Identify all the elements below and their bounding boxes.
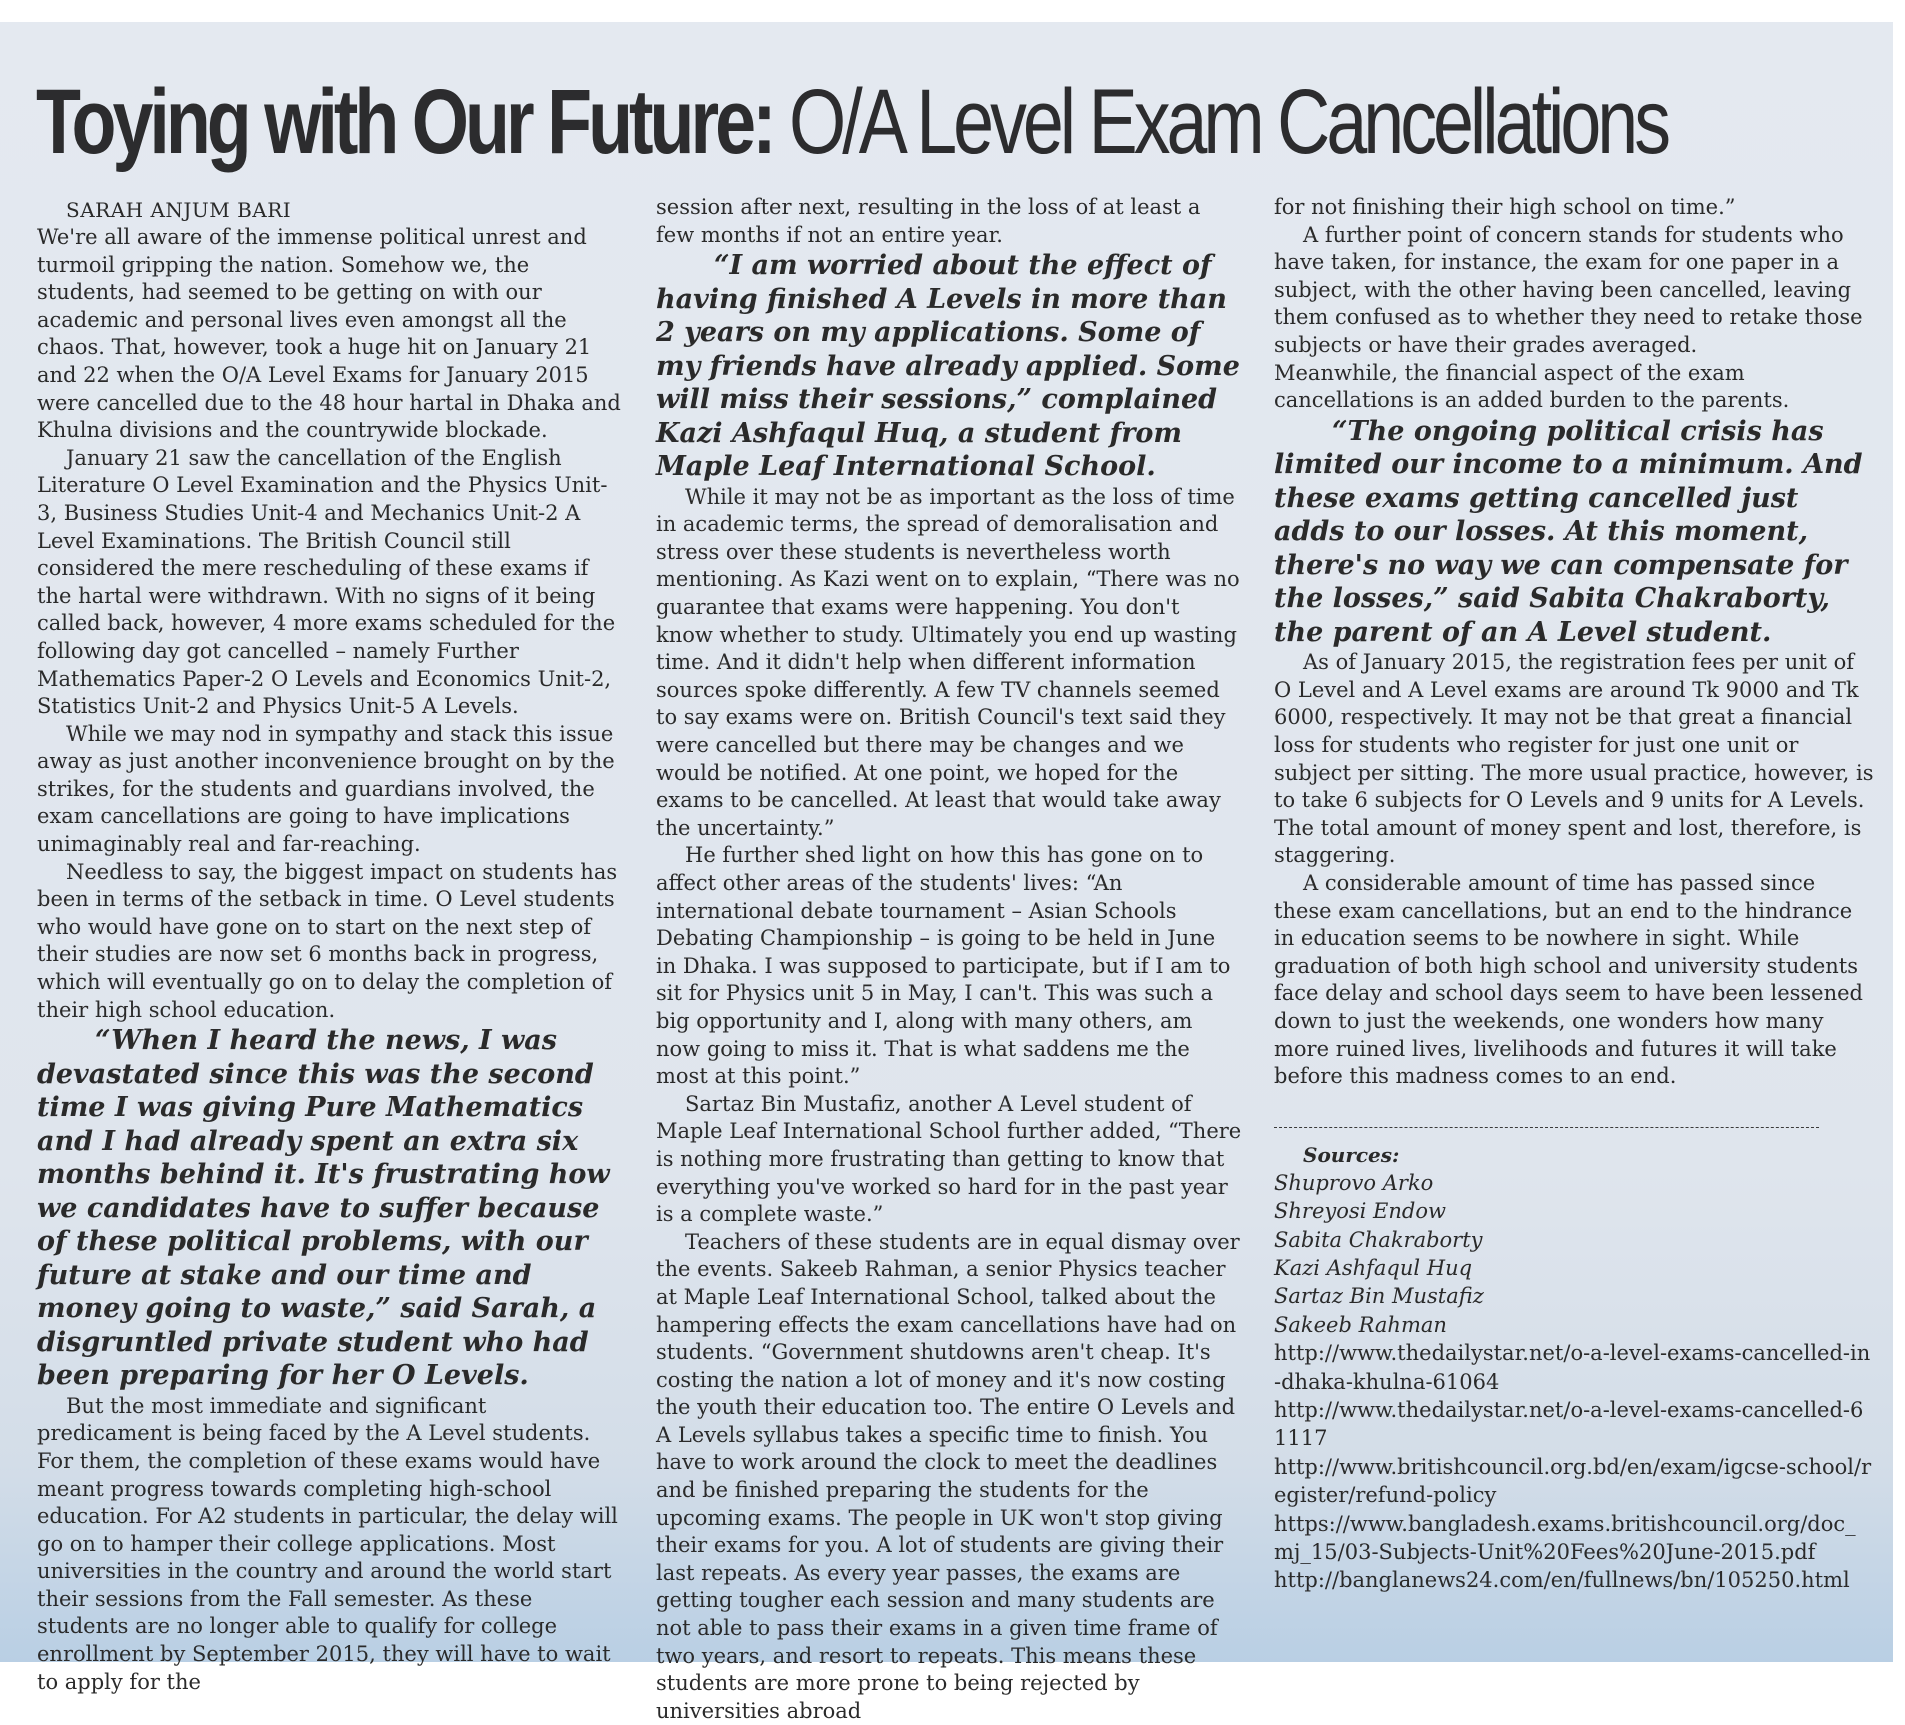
- paragraph: for not finishing their high school on time.”: [1274, 195, 1736, 219]
- column-1-body: [37, 224, 623, 1696]
- source-name: Shuprovo Arko: [1274, 1170, 1434, 1195]
- paragraph: Needless to say, the biggest impact on students has been in terms of the setback in time. O Level students who would have gone on to start on the next step of their studies are now set 6 months back in progress, which will eventually go on to delay the completion of their high school education.: [37, 859, 618, 1022]
- top-strip: [0, 0, 1905, 22]
- column-2: [656, 194, 1242, 1725]
- column-1: [37, 196, 623, 1696]
- source-name: Sakeeb Rahman: [1274, 1312, 1447, 1337]
- source-name: Sartaz Bin Mustafiz: [1274, 1284, 1484, 1309]
- paragraph: Meanwhile, the financial aspect of the exam cancellations is an added burden to the parents.: [1274, 360, 1790, 413]
- sources-names: [1274, 1169, 1874, 1339]
- source-name: Kazi Ashfaqul Huq: [1274, 1255, 1473, 1280]
- source-link[interactable]: https://www.bangladesh.exams.britishcouncil.org/doc_mj_15/03-Subjects-Unit%20Fees%20June-2015.pdf: [1274, 1511, 1856, 1565]
- headline: [36, 66, 1668, 178]
- headline-bold: Toying with Our Future:: [36, 71, 773, 173]
- headline-light: O/A Level Exam Cancellations: [789, 71, 1668, 173]
- sources-title: Sources:: [1303, 1142, 1400, 1167]
- source-link[interactable]: http://www.thedailystar.net/o-a-level-exams-cancelled-61117: [1274, 1398, 1864, 1451]
- paragraph: A further point of concern stands for students who have taken, for instance, the exam for one paper in a subject, with the other having been cancelled, leaving them confused as to whether they need to retake those subjects or have their grades averaged.: [1274, 222, 1863, 357]
- pull-quote: “The ongoing political crisis has limited our income to a minimum. And these exams getting cancelled just adds to our losses. At this moment, there's no way we can compensate for the losses,” said Sabita Chakraborty, the parent of an A Level student.: [1274, 415, 1863, 648]
- paragraph: We're all aware of the immense political unrest and turmoil gripping the nation. Somehow we, the students, had seemed to be getting on with our academic and personal lives even amongst all the chaos. That, however, took a huge hit on January 21 and 22 when the O/A Level Exams for January 2015 were cancelled due to the 48 hour hartal in Dhaka and Khulna divisions and the countrywide blockade.: [37, 225, 621, 443]
- sources-divider: [1274, 1127, 1819, 1129]
- source-link[interactable]: http://www.thedailystar.net/o-a-level-exams-cancelled-in-dhaka-khulna-61064: [1274, 1341, 1871, 1394]
- paragraph: session after next, resulting in the loss of at least a few months if not an entire year.: [656, 195, 1201, 247]
- right-edge-strip: [1893, 0, 1905, 1662]
- paragraph: A considerable amount of time has passed since these exam cancellations, but an end to the hindrance in education seems to be nowhere in sight. While graduation of both high school and university students face delay and school days seem to have been lessened down to just the weekends, one wonders how many more ruined lives, livelihoods and futures it will take before this madness comes to an end.: [1274, 871, 1863, 1089]
- column-3-body: [1274, 194, 1874, 1091]
- source-name: Shreyosi Endow: [1274, 1199, 1446, 1224]
- paragraph: But the most immediate and significant predicament is being faced by the A Level students. For them, the completion of these exams would have meant progress towards completing high-school education. For A2 students in particular, the delay will go on to hamper their college applications. Most universities in the country and around the world start their sessions from the Fall semester. As these students are no longer able to qualify for college enrollment by September 2015, they will have to wait to apply for the: [37, 1393, 618, 1694]
- paragraph: Teachers of these students are in equal dismay over the events. Sakeeb Rahman, a senior Physics teacher at Maple Leaf International School, talked about the hampering effects the exam cancellations have had on students. “Government shutdowns aren't cheap. It's costing the nation a lot of money and it's now costing the youth their education too. The entire O Levels and A Levels syllabus takes a specific time to finish. You have to work around the clock to meet the deadlines and be finished preparing the students for the upcoming exams. The people in UK won't stop giving their exams for you. A lot of students are giving their last repeats. As every year passes, the exams are getting tougher each session and many students are not able to pass their exams in a given time frame of two years, and resort to repeats. This means these students are more prone to being rejected by universities abroad: [656, 1229, 1240, 1723]
- paragraph: He further shed light on how this has gone on to affect other areas of the students' lives: “An international debate tournament – Asian Schools Debating Championship – is going to be held in June in Dhaka. I was supposed to participate, but if I am to sit for Physics unit 5 in May, I can't. This was such a big opportunity and I, along with many others, am now going to miss it. That is what saddens me the most at this point.”: [656, 843, 1231, 1089]
- pull-quote: “I am worried about the effect of having finished A Levels in more than 2 years on my applications. Some of my friends have already applied. Some will miss their sessions,” complained Kazi Ashfaqul Huq, a student from Maple Leaf International School.: [656, 250, 1240, 483]
- source-link[interactable]: http://banglanews24.com/en/fullnews/bn/105250.html: [1274, 1568, 1850, 1593]
- newspaper-page: [0, 22, 1893, 1723]
- paragraph: While we may nod in sympathy and stack this issue away as just another inconvenience brought on by the strikes, for the students and guardians involved, the exam cancellations are going to have implications unimaginably real and far-reaching.: [37, 721, 615, 857]
- source-name: Sabita Chakraborty: [1274, 1227, 1483, 1252]
- paragraph: Sartaz Bin Mustafiz, another A Level student of Maple Leaf International School further added, “There is nothing more frustrating than getting to know that everything you've worked so hard for in the past year is a complete waste.”: [656, 1091, 1242, 1227]
- source-link[interactable]: http://www.britishcouncil.org.bd/en/exam/igcse-school/register/refund-policy: [1274, 1454, 1872, 1508]
- byline: SARAH ANJUM BARI: [66, 198, 292, 222]
- paragraph: As of January 2015, the registration fees per unit of O Level and A Level exams are around Tk 9000 and Tk 6000, respectively. It may not be that great a financial loss for students who register for just one unit or subject per sitting. The more usual practice, however, is to take 6 subjects for O Levels and 9 units for A Levels. The total amount of money spent and lost, therefore, is staggering.: [1274, 650, 1874, 868]
- column-2-body: [656, 194, 1242, 1725]
- sources-links: [1274, 1339, 1874, 1595]
- paragraph: While it may not be as important as the loss of time in academic terms, the spread of demoralisation and stress over these students is nevertheless worth mentioning. As Kazi went on to explain, “There was no guarantee that exams were happening. You don't know whether to study. Ultimately you end up wasting time. And it didn't help when different information sources spoke differently. A few TV channels seemed to say exams were on. British Council's text said they were cancelled but there may be changes and we would be notified. At one point, we hoped for the exams to be cancelled. At least that would take away the uncertainty.”: [656, 484, 1240, 840]
- pull-quote: “When I heard the news, I was devastated since this was the second time I was giving Pure Mathematics and I had already spent an extra six months behind it. It's frustrating how we candidates have to suffer because of these political problems, with our future at stake and our time and money going to waste,” said Sarah, a disgruntled private student who had been preparing for her O Levels.: [37, 1025, 610, 1392]
- paragraph: January 21 saw the cancellation of the English Literature O Level Examination and the Physics Unit-3, Business Studies Unit-4 and Mechanics Unit-2 A Level Examinations. The British Council still considered the mere rescheduling of these exams if the hartal were withdrawn. With no signs of it being called back, however, 4 more exams scheduled for the following day got cancelled – namely Further Mathematics Paper-2 O Levels and Economics Unit-2, Statistics Unit-2 and Physics Unit-5 A Levels.: [37, 445, 616, 719]
- column-3: [1274, 194, 1874, 1595]
